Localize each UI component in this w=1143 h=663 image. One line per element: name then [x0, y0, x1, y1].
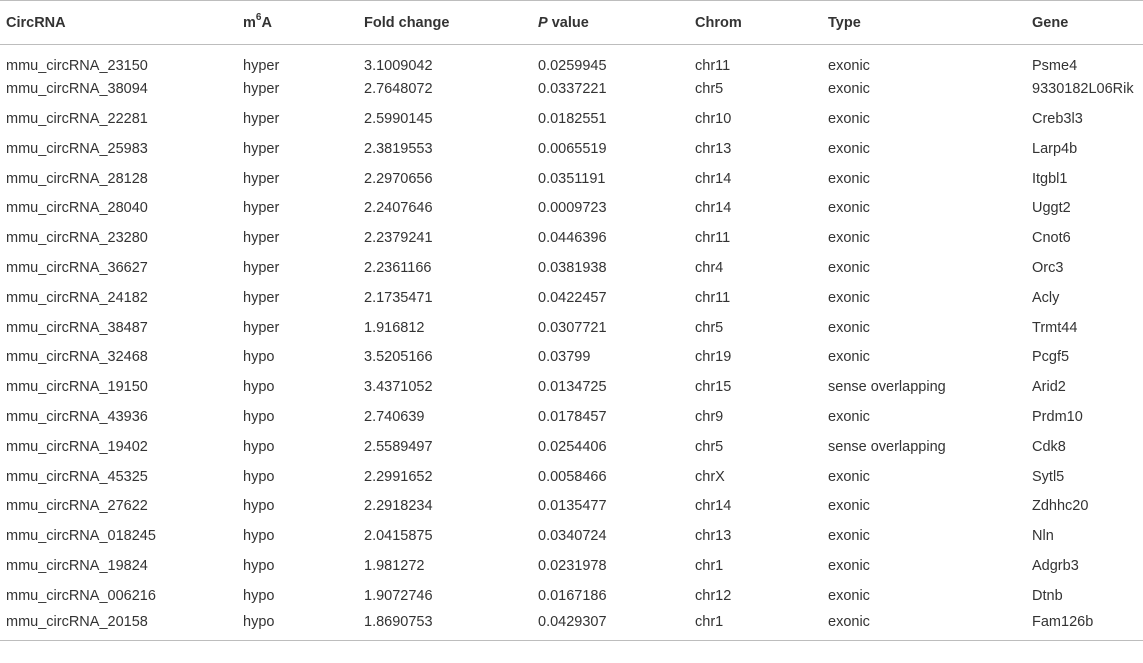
chrom-cell: chr5 [695, 81, 724, 98]
gene-cell: Pcgf5 [1032, 349, 1070, 366]
chrom-cell: chrX [695, 468, 725, 485]
circrna-cell: mmu_circRNA_25983 [6, 140, 148, 157]
table-body [0, 45, 1143, 641]
circrna-cell: mmu_circRNA_38094 [6, 81, 148, 98]
fold-change-cell: 2.2379241 [364, 230, 433, 247]
fold-change-cell: 2.2407646 [364, 200, 433, 217]
circrna-cell: mmu_circRNA_24182 [6, 289, 148, 306]
fold-change-cell: 2.0415875 [364, 528, 433, 545]
table-row [0, 74, 1143, 104]
header-type: Type [822, 1, 1026, 45]
header-gene: Gene [1026, 1, 1143, 45]
type-cell: exonic [828, 349, 870, 366]
table-row [0, 581, 1143, 611]
circrna-cell: mmu_circRNA_38487 [6, 319, 148, 336]
type-cell: exonic [828, 528, 870, 545]
m6a-cell: hypo [243, 587, 275, 604]
type-cell: exonic [828, 170, 870, 187]
circrna-cell: mmu_circRNA_43936 [6, 408, 148, 425]
circrna-cell: mmu_circRNA_19402 [6, 438, 148, 455]
header-fold-change: Fold change [358, 1, 532, 45]
p-value-cell: 0.0178457 [538, 408, 607, 425]
p-value-cell: 0.0446396 [538, 230, 607, 247]
table-row [0, 462, 1143, 492]
fold-change-cell: 3.1009042 [364, 57, 433, 74]
m6a-cell: hypo [243, 468, 275, 485]
gene-cell: Zdhhc20 [1032, 498, 1089, 515]
p-value-cell: 0.0134725 [538, 379, 607, 396]
chrom-cell: chr5 [695, 319, 724, 336]
gene-cell: Cnot6 [1032, 230, 1071, 247]
circrna-cell: mmu_circRNA_006216 [6, 587, 156, 604]
header-m6a-base: m [243, 14, 256, 31]
table-row [0, 402, 1143, 432]
m6a-cell: hyper [243, 140, 280, 157]
table-row [0, 164, 1143, 194]
header-row [0, 1, 1143, 45]
gene-cell: Orc3 [1032, 259, 1064, 276]
m6a-cell: hypo [243, 557, 275, 574]
m6a-cell: hypo [243, 379, 275, 396]
circrna-cell: mmu_circRNA_27622 [6, 498, 148, 515]
chrom-cell: chr14 [695, 498, 732, 515]
fold-change-cell: 1.981272 [364, 557, 425, 574]
chrom-cell: chr9 [695, 408, 724, 425]
fold-change-cell: 2.2970656 [364, 170, 433, 187]
m6a-cell: hypo [237, 611, 358, 641]
p-value-cell: 0.0254406 [538, 438, 607, 455]
circrna-cell: mmu_circRNA_45325 [6, 468, 148, 485]
p-value-cell: 0.0340724 [538, 528, 607, 545]
fold-change-cell: 1.916812 [364, 319, 425, 336]
m6a-cell: hypo [243, 438, 275, 455]
table-row [0, 104, 1143, 134]
circrna-cell: mmu_circRNA_28040 [6, 200, 148, 217]
fold-change-cell: 2.5589497 [364, 438, 433, 455]
header-chrom: Chrom [689, 1, 822, 45]
chrom-cell: chr14 [695, 170, 732, 187]
gene-cell: Acly [1032, 289, 1060, 306]
table-row [0, 253, 1143, 283]
circrna-cell: mmu_circRNA_36627 [6, 259, 148, 276]
type-cell: exonic [828, 498, 870, 515]
chrom-cell: chr5 [695, 438, 724, 455]
table-row [0, 193, 1143, 223]
gene-cell: Arid2 [1032, 379, 1066, 396]
type-cell: exonic [828, 408, 870, 425]
gene-cell: Itgbl1 [1032, 170, 1068, 187]
chrom-cell: chr1 [689, 611, 822, 641]
header-m6a-sup: 6 [255, 11, 262, 23]
table-row [0, 283, 1143, 313]
header-m6a-tail: A [261, 14, 272, 31]
gene-cell: Uggt2 [1032, 200, 1071, 217]
chrom-cell: chr15 [695, 379, 732, 396]
type-cell: sense overlapping [828, 438, 946, 455]
gene-cell: Fam126b [1026, 611, 1143, 641]
fold-change-cell: 2.2918234 [364, 498, 433, 515]
m6a-cell: hyper [243, 110, 280, 127]
type-cell: exonic [828, 81, 870, 98]
table-header [0, 1, 1143, 45]
type-cell: exonic [828, 557, 870, 574]
header-p-italic: P [538, 14, 548, 31]
header-p-rest: value [547, 14, 589, 31]
p-value-cell: 0.0429307 [532, 611, 689, 641]
header-p-value [532, 1, 689, 45]
fold-change-cell: 3.4371052 [364, 379, 433, 396]
chrom-cell: chr10 [695, 110, 732, 127]
table-row [0, 223, 1143, 253]
p-value-cell: 0.03799 [538, 349, 591, 366]
p-value-cell: 0.0167186 [538, 587, 607, 604]
gene-cell: Nln [1032, 528, 1054, 545]
circrna-cell: mmu_circRNA_28128 [6, 170, 148, 187]
fold-change-cell: 1.9072746 [364, 587, 433, 604]
table-row [0, 313, 1143, 343]
p-value-cell: 0.0307721 [538, 319, 607, 336]
header-circrna: CircRNA [0, 1, 237, 45]
p-value-cell: 0.0422457 [538, 289, 607, 306]
table-row [0, 45, 1143, 75]
fold-change-cell: 2.2991652 [364, 468, 433, 485]
chrom-cell: chr19 [695, 349, 732, 366]
fold-change-cell: 2.2361166 [364, 259, 432, 276]
fold-change-cell: 1.8690753 [358, 611, 532, 641]
m6a-cell: hypo [243, 408, 275, 425]
gene-cell: Trmt44 [1032, 319, 1078, 336]
m6a-cell: hypo [243, 528, 275, 545]
m6a-cell: hypo [243, 498, 275, 515]
circrna-cell: mmu_circRNA_018245 [6, 528, 156, 545]
gene-cell: Larp4b [1032, 140, 1078, 157]
p-value-cell: 0.0381938 [538, 259, 607, 276]
gene-cell: Sytl5 [1032, 468, 1065, 485]
gene-cell: Cdk8 [1032, 438, 1066, 455]
p-value-cell: 0.0337221 [538, 81, 607, 98]
chrom-cell: chr11 [695, 230, 731, 247]
type-cell: exonic [828, 289, 870, 306]
chrom-cell: chr4 [695, 259, 724, 276]
table-row [0, 134, 1143, 164]
fold-change-cell: 2.1735471 [364, 289, 433, 306]
chrom-cell: chr11 [695, 289, 731, 306]
fold-change-cell: 2.740639 [364, 408, 425, 425]
table-row [0, 491, 1143, 521]
m6a-cell: hyper [243, 259, 280, 276]
p-value-cell: 0.0135477 [538, 498, 607, 515]
table-row [0, 521, 1143, 551]
p-value-cell: 0.0065519 [538, 140, 607, 157]
chrom-cell: chr13 [695, 140, 732, 157]
circrna-cell: mmu_circRNA_22281 [6, 110, 148, 127]
m6a-cell: hyper [243, 200, 280, 217]
circrna-cell: mmu_circRNA_19150 [6, 379, 148, 396]
type-cell: exonic [828, 57, 870, 74]
chrom-cell: chr11 [695, 57, 731, 74]
type-cell: exonic [828, 587, 870, 604]
chrom-cell: chr14 [695, 200, 732, 217]
m6a-cell: hyper [243, 57, 280, 74]
gene-cell: Adgrb3 [1032, 557, 1079, 574]
fold-change-cell: 2.3819553 [364, 140, 433, 157]
p-value-cell: 0.0231978 [538, 557, 607, 574]
type-cell: exonic [828, 230, 870, 247]
circrna-cell: mmu_circRNA_20158 [0, 611, 237, 641]
chrom-cell: chr12 [695, 587, 732, 604]
gene-cell: 9330182L06Rik [1032, 81, 1134, 98]
m6a-cell: hyper [243, 81, 280, 98]
type-cell: exonic [828, 259, 870, 276]
m6a-cell: hyper [243, 319, 280, 336]
circrna-cell: mmu_circRNA_23280 [6, 230, 148, 247]
m6a-cell: hyper [243, 170, 280, 187]
fold-change-cell: 2.7648072 [364, 81, 433, 98]
m6a-cell: hyper [243, 230, 280, 247]
circrna-cell: mmu_circRNA_19824 [6, 557, 148, 574]
p-value-cell: 0.0058466 [538, 468, 607, 485]
m6a-cell: hyper [243, 289, 280, 306]
type-cell: sense overlapping [828, 379, 946, 396]
m6a-cell: hypo [243, 349, 275, 366]
gene-cell: Psme4 [1032, 57, 1078, 74]
table-row [0, 432, 1143, 462]
p-value-cell: 0.0182551 [538, 110, 607, 127]
type-cell: exonic [828, 319, 870, 336]
chrom-cell: chr13 [695, 528, 732, 545]
table-row [0, 342, 1143, 372]
chrom-cell: chr1 [695, 557, 724, 574]
fold-change-cell: 2.5990145 [364, 110, 433, 127]
type-cell: exonic [828, 200, 870, 217]
gene-cell: Prdm10 [1032, 408, 1083, 425]
type-cell: exonic [828, 110, 870, 127]
p-value-cell: 0.0009723 [538, 200, 607, 217]
table-row [0, 611, 1143, 641]
table-row [0, 372, 1143, 402]
fold-change-cell: 3.5205166 [364, 349, 433, 366]
type-cell: exonic [828, 140, 870, 157]
p-value-cell: 0.0259945 [538, 57, 607, 74]
table-row [0, 551, 1143, 581]
type-cell: exonic [828, 468, 870, 485]
circrna-cell: mmu_circRNA_23150 [6, 57, 148, 74]
gene-cell: Creb3l3 [1032, 110, 1083, 127]
type-cell: exonic [822, 611, 1026, 641]
circrna-cell: mmu_circRNA_32468 [6, 349, 148, 366]
header-m6a [237, 1, 358, 45]
gene-cell: Dtnb [1032, 587, 1063, 604]
p-value-cell: 0.0351191 [538, 170, 606, 187]
